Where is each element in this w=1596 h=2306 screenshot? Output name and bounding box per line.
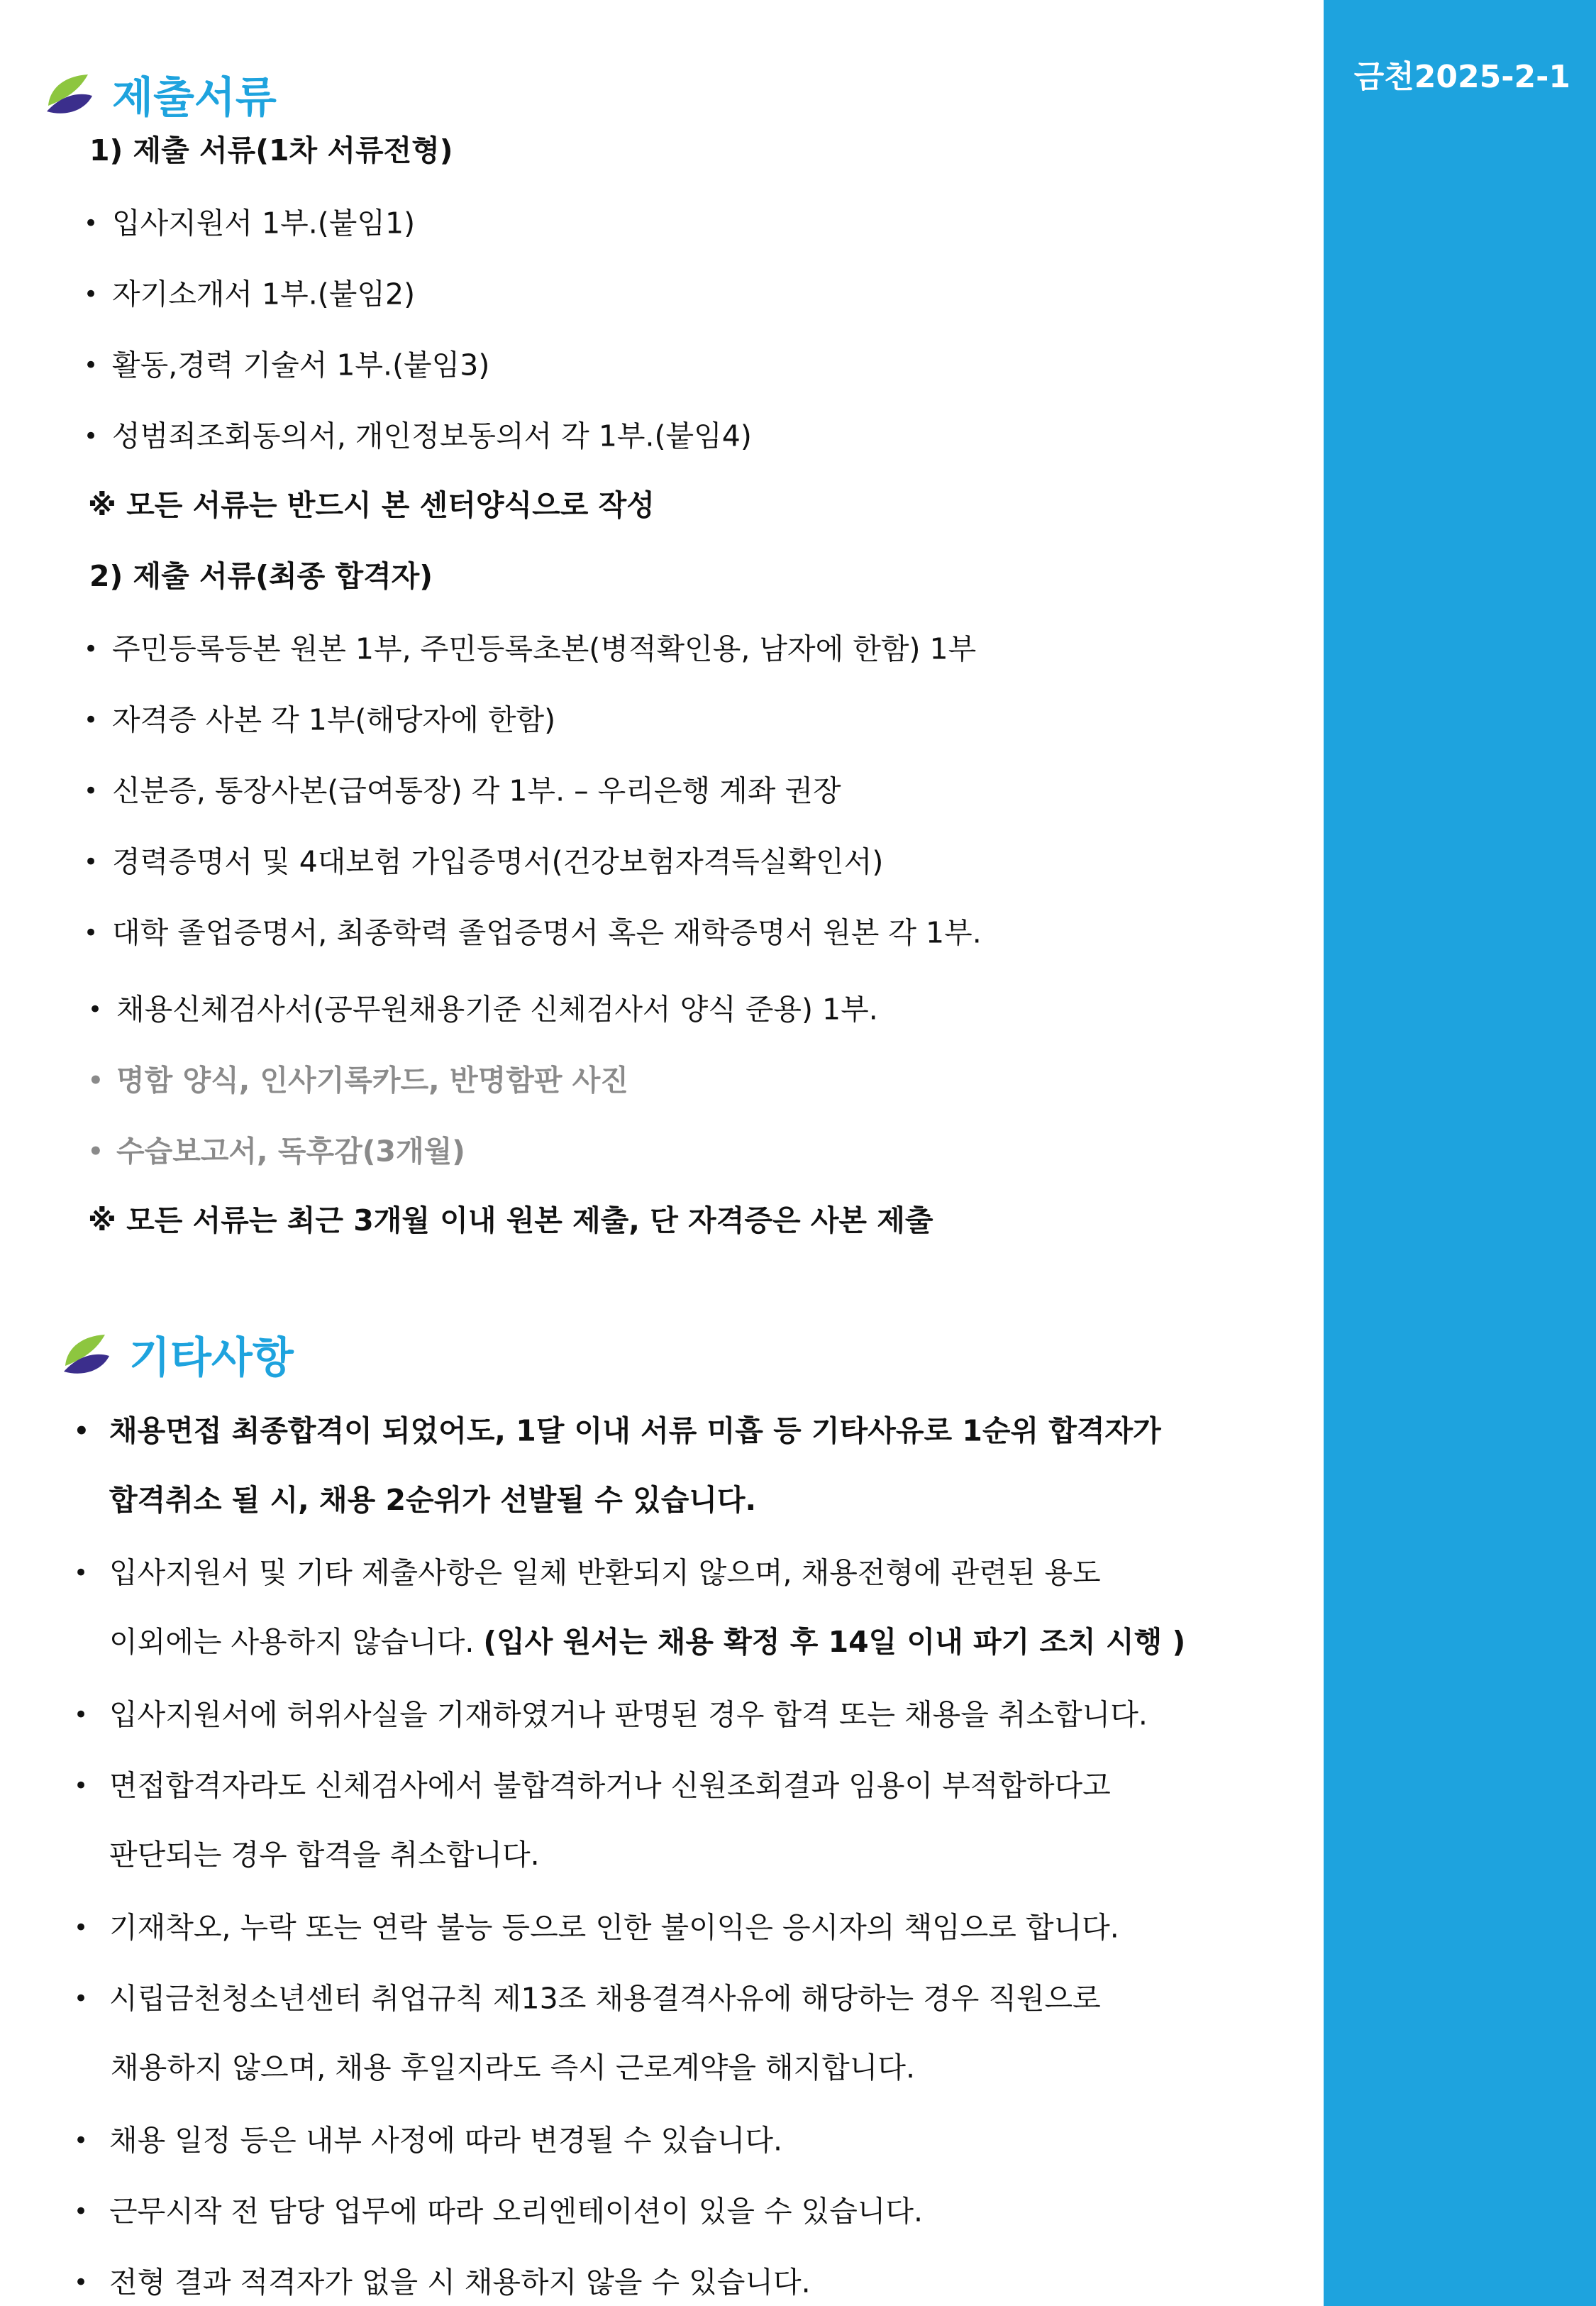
bullet-icon: • bbox=[74, 2197, 89, 2226]
list-item: • 활동,경력 기술서 1부.(붙임3) bbox=[84, 348, 490, 382]
list-item: • 성범죄조회동의서, 개인정보동의서 각 1부.(붙임4) bbox=[84, 419, 752, 453]
list-item-continuation: 이외에는 사용하지 않습니다. (입사 원서는 채용 확정 후 14일 이내 파기 조치 시행 ) bbox=[109, 1625, 1186, 1659]
bullet-icon: • bbox=[84, 280, 99, 309]
list-item: • 자기소개서 1부.(붙임2) bbox=[84, 277, 416, 311]
list-item-continuation: 채용하지 않으며, 채용 후일지라도 즉시 근로계약을 해지합니다. bbox=[111, 2051, 916, 2085]
subsection-heading: 1) 제출 서류(1차 서류전형) bbox=[89, 133, 453, 167]
list-item: • 채용면접 최종합격이 되었어도, 1달 이내 서류 미흡 등 기타사유로 1순위 합격자가 bbox=[74, 1413, 1161, 1448]
note-text: ※ 모든 서류는 반드시 본 센터양식으로 작성 bbox=[88, 488, 655, 522]
bullet-icon: • bbox=[74, 1914, 89, 1942]
bullet-icon: • bbox=[74, 1701, 89, 1729]
bullet-icon: • bbox=[84, 706, 99, 734]
list-item: • 입사지원서 1부.(붙임1) bbox=[84, 206, 416, 241]
list-item: • 채용 일정 등은 내부 사정에 따라 변경될 수 있습니다. bbox=[74, 2123, 783, 2158]
bullet-icon: • bbox=[84, 422, 99, 451]
section-title: 제출서류 bbox=[112, 73, 277, 123]
bullet-icon: • bbox=[84, 919, 99, 947]
section-title: 기타사항 bbox=[129, 1333, 294, 1383]
bullet-icon: • bbox=[88, 1137, 104, 1166]
list-item-gray: • 수습보고서, 독후감(3개월) bbox=[88, 1134, 465, 1169]
list-item: • 근무시작 전 담당 업무에 따라 오리엔테이션이 있을 수 있습니다. bbox=[74, 2194, 924, 2229]
bullet-icon: • bbox=[88, 1066, 104, 1095]
list-item: • 채용신체검사서(공무원채용기준 신체검사서 양식 준용) 1부. bbox=[88, 992, 878, 1027]
bullet-icon: • bbox=[84, 351, 99, 380]
subsection-heading: 2) 제출 서류(최종 합격자) bbox=[89, 559, 433, 593]
list-item: • 경력증명서 및 4대보험 가입증명서(건강보험자격득실확인서) bbox=[84, 844, 884, 879]
bullet-icon: • bbox=[74, 1559, 89, 1587]
bullet-icon: • bbox=[88, 995, 103, 1024]
bullet-icon: • bbox=[74, 2268, 89, 2297]
document-code: 금천2025-2-1 bbox=[1353, 59, 1570, 95]
list-item: • 신분증, 통장사본(급여통장) 각 1부. – 우리은행 계좌 권장 bbox=[84, 773, 841, 808]
note-text: ※ 모든 서류는 최근 3개월 이내 원본 제출, 단 자격증은 사본 제출 bbox=[88, 1203, 933, 1237]
list-item: • 입사지원서에 허위사실을 기재하였거나 판명된 경우 합격 또는 채용을 취소합니다. bbox=[74, 1697, 1148, 1732]
list-item: • 기재착오, 누락 또는 연락 불능 등으로 인한 불이익은 응시자의 책임으로 합니다. bbox=[74, 1910, 1119, 1945]
list-item-continuation: 판단되는 경우 합격을 취소합니다. bbox=[109, 1838, 540, 1872]
list-item-gray: • 명함 양식, 인사기록카드, 반명함판 사진 bbox=[88, 1063, 628, 1098]
right-sidebar-bar bbox=[1324, 0, 1596, 2306]
bullet-icon: • bbox=[84, 777, 99, 805]
bullet-icon: • bbox=[84, 848, 99, 876]
bullet-icon: • bbox=[74, 2126, 89, 2155]
leaf-logo-icon bbox=[45, 70, 94, 118]
list-item: • 자격증 사본 각 1부(해당자에 한함) bbox=[84, 702, 556, 737]
bullet-icon: • bbox=[74, 1985, 89, 2013]
leaf-logo-icon bbox=[62, 1330, 111, 1379]
bullet-icon: • bbox=[74, 1772, 89, 1800]
section-header-misc bbox=[62, 1324, 294, 1385]
bullet-icon: • bbox=[84, 635, 99, 663]
list-item: • 대학 졸업증명서, 최종학력 졸업증명서 혹은 재학증명서 원본 각 1부. bbox=[84, 915, 982, 950]
list-item: • 시립금천청소년센터 취업규칙 제13조 채용결격사유에 해당하는 경우 직원으로 bbox=[74, 1981, 1101, 2016]
section-header-documents bbox=[45, 64, 277, 125]
list-item: • 주민등록등본 원본 1부, 주민등록초본(병적확인용, 남자에 한함) 1부 bbox=[84, 631, 977, 666]
list-item: • 면접합격자라도 신체검사에서 불합격하거나 신원조회결과 임용이 부적합하다고 bbox=[74, 1768, 1111, 1803]
list-item: • 입사지원서 및 기타 제출사항은 일체 반환되지 않으며, 채용전형에 관련된 용도 bbox=[74, 1555, 1101, 1590]
bullet-icon: • bbox=[84, 209, 99, 238]
bullet-icon: • bbox=[74, 1417, 89, 1445]
list-item-continuation: 합격취소 될 시, 채용 2순위가 선발될 수 있습니다. bbox=[109, 1483, 757, 1517]
list-item: • 전형 결과 적격자가 없을 시 채용하지 않을 수 있습니다. bbox=[74, 2265, 811, 2300]
